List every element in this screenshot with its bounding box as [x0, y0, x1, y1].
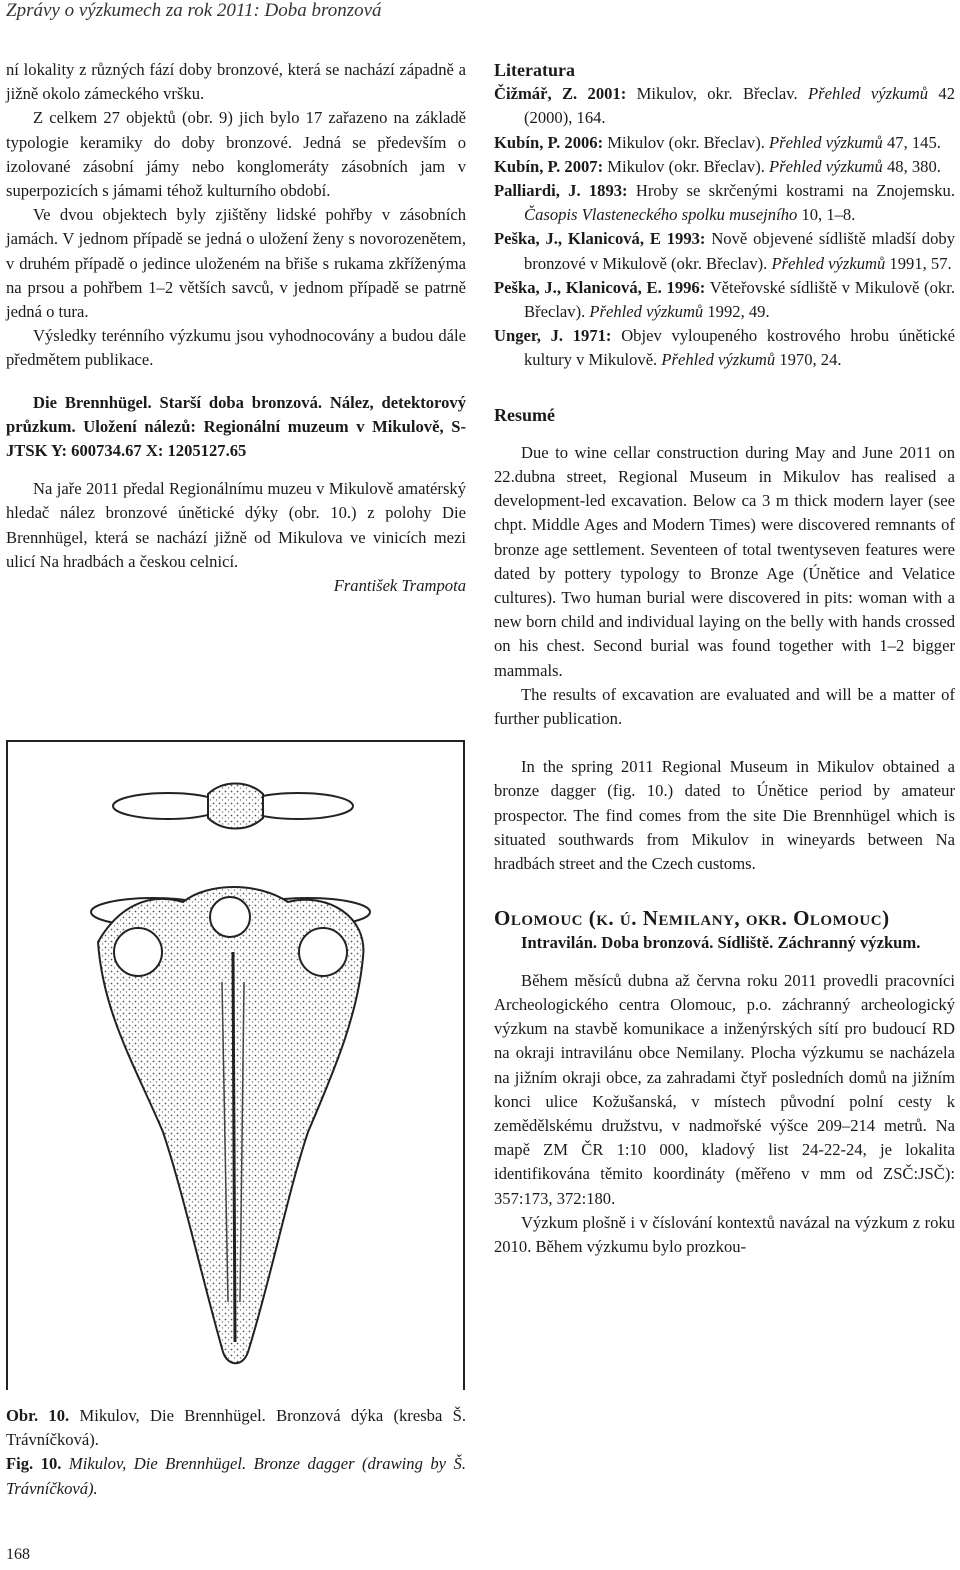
paragraph: In the spring 2011 Regional Museum in Mikulov obtained a bronze dagger (fig. 10.) dated to Únětice period by amateur prospector. The find comes from the site Die Brennhügel which is situated southwards from Mikulov in wineyards between Na hradbách street and the Czech customs.	[494, 757, 955, 874]
paragraph: Výsledky terénního výzkumu jsou vyhodnocovány a budou dále předmětem publikace.	[6, 326, 466, 370]
reference-part: Přehled výzkumů	[661, 350, 776, 370]
resume-heading: Resumé	[494, 404, 555, 425]
caption-label: Obr. 10.	[6, 1406, 70, 1425]
reference-part: Mikulov (okr. Břeclav).	[603, 132, 770, 152]
figure-dagger-drawing	[6, 740, 465, 1390]
reference-part: Čižmář, Z. 2001:	[494, 84, 627, 104]
reference-item	[494, 276, 955, 324]
reference-part: Přehled výzkumů	[771, 253, 886, 273]
reference-part: Peška, J., Klanicová, E. 1996:	[494, 277, 706, 297]
caption-label: Fig. 10.	[6, 1454, 62, 1474]
right-column	[494, 58, 955, 1259]
reference-list	[494, 82, 955, 372]
author-signature: František Trampota	[333, 576, 466, 596]
reference-part: Kubín, P. 2007:	[494, 156, 604, 176]
paragraph: Výzkum plošně i v číslování kontextů navázal na výzkum z roku 2010. Během výzkumu bylo prozkou-	[494, 1212, 955, 1256]
reference-part: 48, 380.	[882, 156, 941, 176]
reference-part: 47, 145.	[882, 132, 941, 152]
reference-part: Palliardi, J. 1893:	[494, 181, 628, 201]
reference-part: Mikulov, okr. Břeclav.	[626, 84, 808, 104]
reference-part: Objev vyloupeného kostrového hrobu únětické kultury v Mikulově.	[524, 326, 955, 370]
running-header: Zprávy o výzkumech za rok 2011: Doba bronzová	[6, 0, 382, 21]
reference-part: 1991, 57.	[885, 253, 952, 273]
reference-part: 42 (2000), 164.	[524, 84, 955, 128]
reference-part: Přehled výzkumů	[769, 156, 883, 176]
paragraph: Na jaře 2011 předal Regionálnímu muzeu v Mikulově amatérský hledač nález bronzové únětické dýky (obr. 10.) z polohy Die Brennhügel, která se nachází jižně od Mikulova ve vinicích mezi ulicí Na hradbách a českou celnicí.	[6, 479, 466, 571]
dagger-illustration	[8, 742, 463, 1390]
literature-heading: Literatura	[494, 60, 575, 80]
caption-text: Mikulov, Die Brennhügel. Bronze dagger (drawing by Š. Trávníčková).	[6, 1454, 466, 1498]
reference-item	[494, 227, 955, 275]
caption-czech	[6, 1404, 466, 1452]
reference-part: Kubín, P. 2006:	[494, 132, 604, 152]
reference-part: 10, 1–8.	[797, 205, 856, 225]
site-subheading: Die Brennhügel. Starší doba bronzová. Nález, detektorový průzkum. Uložení nálezů: Regionální muzeum v Mikulově, S-JTSK Y: 600734.67 X: 1205127.65	[6, 392, 466, 461]
paragraph: Due to wine cellar construction during May and June 2011 on 22.dubna street, Regional Museum in Mikulov has realised a development-led excavation. Below ca 3 m thick modern layer (see chpt. Middle Ages and Modern Times) were discovered remnants of bronze age settlement. Seventeen of total twentyseven features were dated by pottery typology to Bronze Age (Únětice and Velatice cultures). Two human burial were discovered in pits: woman with a new born child and individual laying on the belly with hands crossed on his chest. Second burial was found together with 1–2 bigger mammals.	[494, 442, 955, 680]
reference-item	[494, 324, 955, 372]
site-subheading: Intravilán. Doba bronzová. Sídliště. Záchranný výzkum.	[521, 932, 921, 952]
paragraph: ní lokality z různých fází doby bronzové, která se nachází západně a jižně okolo zámeckého vršku.	[6, 60, 466, 104]
reference-part: 1992, 49.	[703, 302, 770, 322]
reference-item	[494, 179, 955, 227]
reference-part: Věteřovské sídliště v Mikulově (okr. Břeclav).	[524, 277, 955, 322]
paragraph: Z celkem 27 objektů (obr. 9) jich bylo 17 zařazeno na základě typologie keramiky do doby bronzové. Jedná se především o izolované zásobní jámy nebo konglomeráty zásobních jam v superpozicích s jámami téhož kulturního období.	[6, 108, 466, 201]
paragraph: Ve dvou objektech byly zjištěny lidské pohřby v zásobních jamách. V jednom případě se jedná o uložení ženy s novorozenětem, v druhém případě o jedince uloženém na břiše s rukama zkříženýma na prsou a pohřbem 1–2 větších savců, v jednom případě se patrně jedná o tura.	[6, 205, 466, 322]
paragraph: The results of excavation are evaluated and will be a matter of further publication.	[494, 684, 955, 729]
reference-part: Peška, J., Klanicová, E 1993:	[494, 229, 706, 249]
reference-item	[494, 82, 955, 130]
reference-item	[494, 131, 955, 155]
reference-part: Mikulov (okr. Břeclav).	[603, 156, 770, 176]
caption-text: Mikulov, Die Brennhügel. Bronzová dýka (kresba Š. Trávníčková).	[6, 1406, 466, 1450]
site-heading: Olomouc (k. ú. Nemilany, okr. Olomouc)	[494, 906, 890, 931]
caption-english	[6, 1452, 466, 1500]
reference-part: Časopis Vlasteneckého spolku musejního	[524, 205, 798, 225]
reference-part: Hroby se skrčenými kostrami na Znojemsku.	[627, 181, 956, 201]
page-number: 168	[6, 1546, 30, 1563]
reference-part: Přehled výzkumů	[769, 132, 883, 152]
figure-caption	[6, 1404, 466, 1501]
reference-part: Přehled výzkumů	[589, 302, 704, 322]
reference-part: Nově objevené sídliště mladší doby bronzové v Mikulově (okr. Břeclav).	[524, 229, 955, 273]
reference-part: Přehled výzkumů	[808, 84, 929, 104]
reference-part: 1970, 24.	[775, 350, 842, 370]
reference-part: Unger, J. 1971:	[494, 326, 612, 346]
paragraph: Během měsíců dubna až června roku 2011 provedli pracovníci Archeologického centra Olomouc, p.o. záchranný archeologický výzkum na stavbě komunikace a inženýrských sítí pro budoucí RD na okraji intravilánu obce Nemilany. Plocha výzkumu se nacházela na jižním okraji obce, za zahradami čtyř posledních domů na jižním konci ulice Kožušanská, v místech původní polní cesty k zemědělskému družstvu, v nadmořské výšce 209–214 metrů. Na mapě ZM ČR 1:10 000, kladový list 24-22-24, je lokalita identifikována těmito koordináty (měřeno v mm od ZSČ:JSČ): 357:173, 372:180.	[494, 970, 955, 1208]
reference-item	[494, 155, 955, 179]
left-column	[6, 58, 466, 598]
